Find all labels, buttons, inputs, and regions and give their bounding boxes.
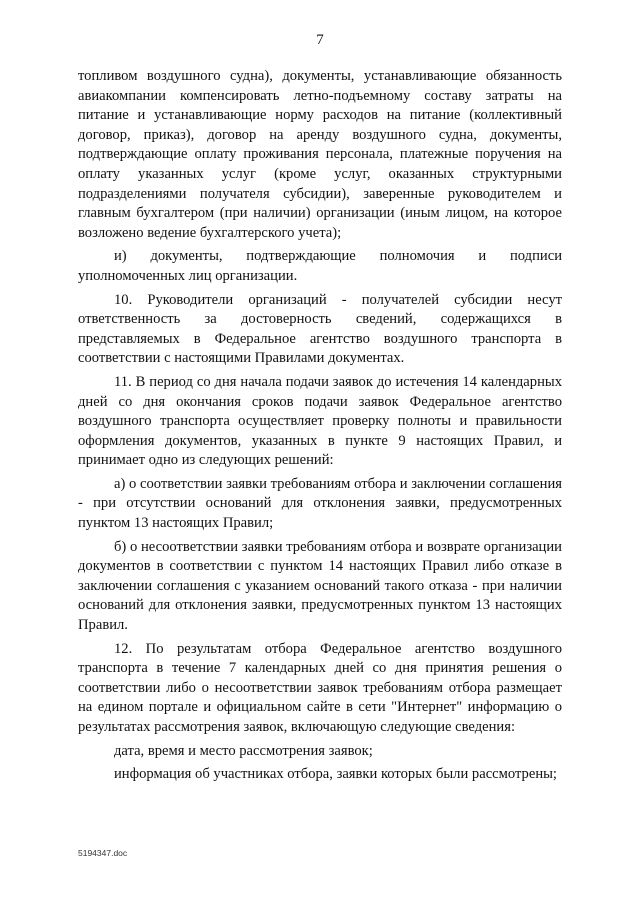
paragraph-continuation: топливом воздушного судна), документы, устанавливающие обязанность авиакомпании компенсировать летно-подъемному составу затраты на питание и устанавливающие норму расходов на питание (коллективный договор, приказ), договор на аренду воздушного судна, документы, подтверждающие оплату проживания персонала, платежные поручения на оплату указанных услуг (кроме услуг, оказанных структурными подразделениями получателя субсидии), заверенные руководителем и главным бухгалтером (при наличии) организации (иным лицом, на которое возложено ведение бухгалтерского учета);	[78, 68, 562, 241]
paragraph-11-b: б) о несоответствии заявки требованиям отбора и возврате организации документов в соответствии с пунктом 14 настоящих Правил либо отказе в заключении соглашения с указанием оснований такого отказа - при наличии оснований для отклонения заявки, предусмотренных пунктом 13 настоящих Правил.	[78, 538, 562, 634]
paragraph-10: 10. Руководители организаций - получателей субсидии несут ответственность за достоверность сведений, содержащихся в представляемых в Федеральное агентство воздушного транспорта в соответствии с настоящими Правилами документах.	[78, 291, 562, 367]
paragraph-12-item-2: информация об участниках отбора, заявки которых были рассмотрены;	[114, 766, 557, 783]
paragraph-11-a: а) о соответствии заявки требованиям отбора и заключении соглашения - при отсутствии оснований для отклонения заявки, предусмотренных пунктом 13 настоящих Правил;	[78, 475, 562, 532]
paragraph-12-item-1: дата, время и место рассмотрения заявок;	[114, 742, 373, 759]
paragraph-12: 12. По результатам отбора Федеральное агентство воздушного транспорта в течение 7 календарных дней со дня принятия решения о соответствии либо о несоответствии заявок требованиям отбора размещает на едином портале и официальном сайте в сети "Интернет" информацию о результатах рассмотрения заявок, включающую следующие сведения:	[78, 640, 562, 735]
page-number: 7	[316, 32, 324, 48]
footer-filename: 5194347.doc	[78, 848, 128, 858]
document-body	[78, 67, 562, 785]
paragraph-11: 11. В период со дня начала подачи заявок до истечения 14 календарных дней со дня окончания сроков подачи заявок Федеральное агентство воздушного транспорта осуществляет проверку полноты и правильности оформления документов, указанных в пункте 9 настоящих Правил, и принимает одно из следующих решений:	[78, 373, 562, 469]
paragraph-item-i: и) документы, подтверждающие полномочия и подписи уполномоченных лиц организации.	[78, 248, 562, 284]
